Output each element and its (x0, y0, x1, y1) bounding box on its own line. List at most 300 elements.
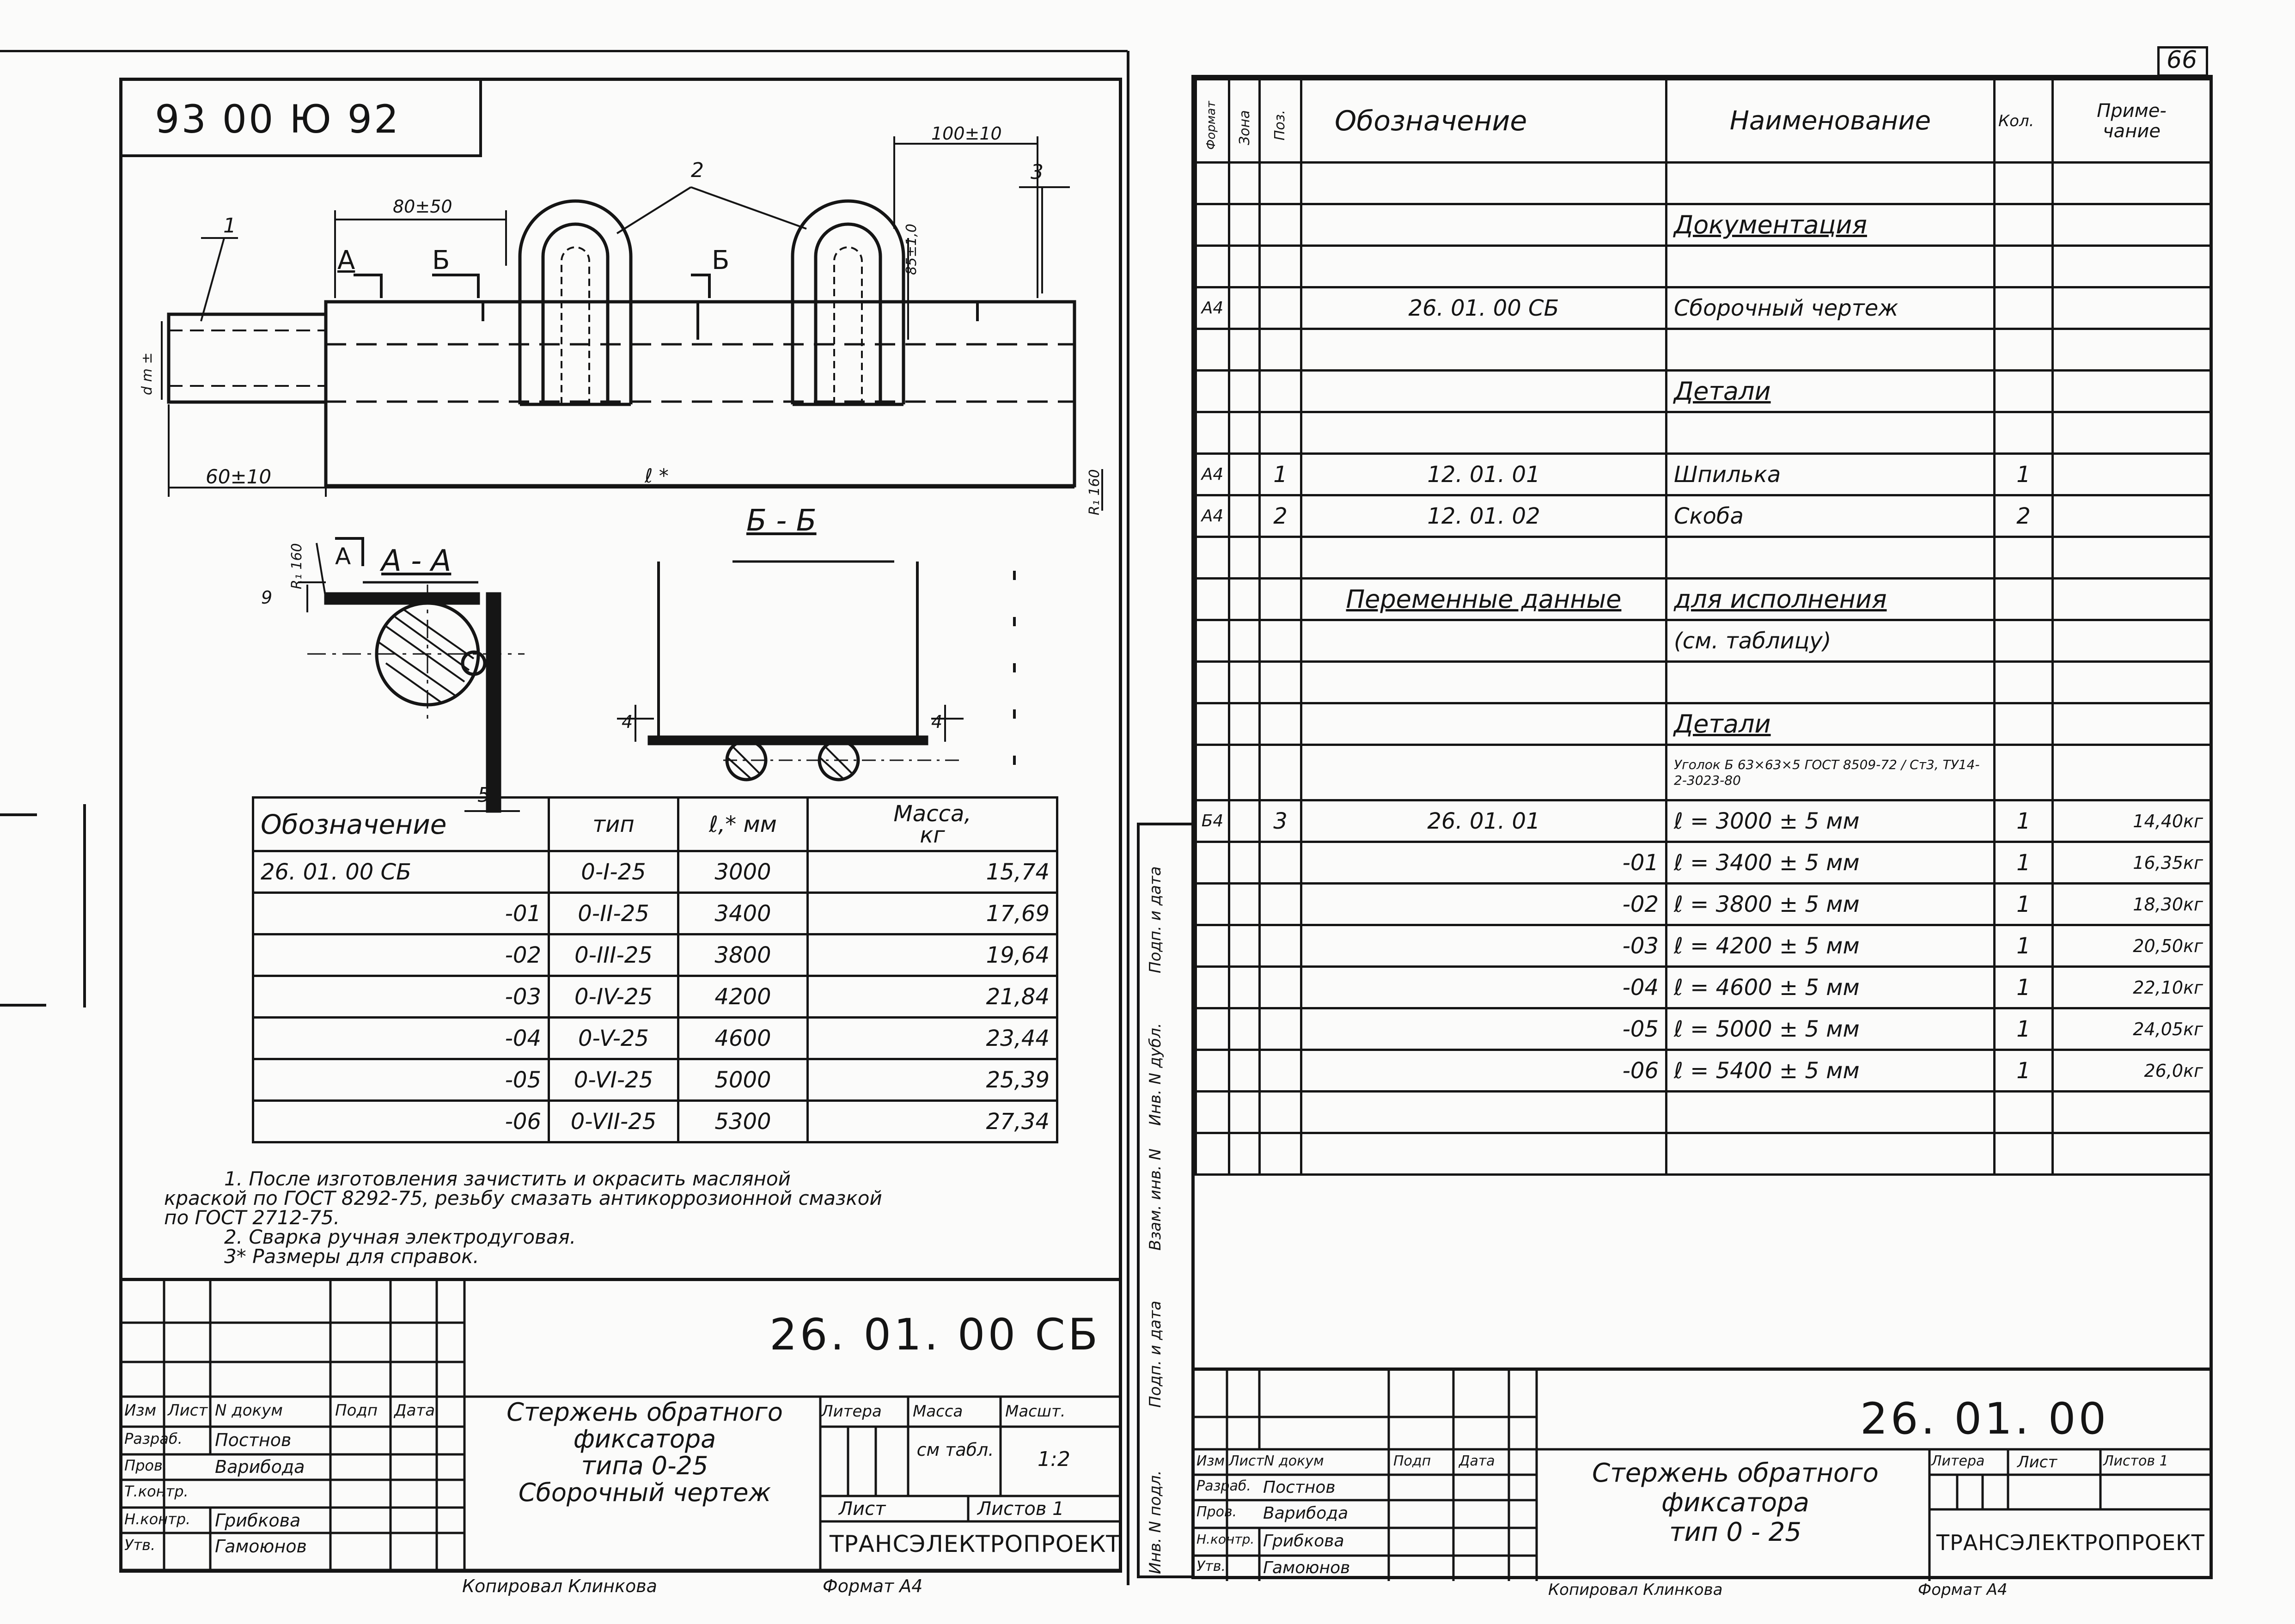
spec-zone (1229, 579, 1260, 620)
spec-note: 20,50кг (2053, 925, 2211, 967)
spec-qty (1995, 745, 2053, 800)
spec-qty: 1 (1995, 967, 2053, 1008)
right-role-2: Пров. (1196, 1504, 1237, 1520)
spec-designation (1301, 745, 1666, 800)
left-massa-label: Масса (913, 1402, 963, 1421)
spec-note (2053, 620, 2211, 662)
spec-name: Скоба (1666, 495, 1995, 537)
right-copied-by: Копировал Клинкова (1548, 1581, 1723, 1599)
spec-name (1666, 537, 1995, 579)
spec-name: ℓ = 4200 ± 5 мм (1666, 925, 1995, 967)
variant-designation: -06 (253, 1101, 549, 1142)
left-title-name-2: фиксатора (573, 1424, 716, 1453)
spec-note (2053, 371, 2211, 412)
spec-qty (1995, 537, 2053, 579)
spec-format (1196, 1092, 1229, 1133)
left-name-1: Постнов (215, 1430, 292, 1450)
right-name-1: Постнов (1263, 1478, 1336, 1497)
spec-zone (1229, 620, 1260, 662)
left-name-4: Грибкова (215, 1510, 301, 1531)
spec-row (1196, 662, 2211, 703)
left-scale-label: Масшт. (1005, 1402, 1066, 1421)
spec-designation (1301, 662, 1666, 703)
spec-zone (1229, 204, 1260, 246)
spec-row (1196, 1008, 2211, 1050)
left-format: Формат А4 (823, 1576, 923, 1596)
spec-name: ℓ = 3400 ± 5 мм (1666, 842, 1995, 884)
spec-qty: 2 (1995, 495, 2053, 537)
right-name-2: Варибода (1263, 1504, 1349, 1523)
spec-designation (1301, 537, 1666, 579)
left-title-code: 26. 01. 00 СБ (769, 1310, 1101, 1360)
dimension-9: 9 (261, 587, 273, 608)
spec-note (2053, 662, 2211, 703)
spec-note (2053, 329, 2211, 371)
right-specification-sheet (1191, 75, 2213, 1579)
left-listov-label: Листов 1 (977, 1498, 1064, 1520)
spec-qty: 1 (1995, 1008, 2053, 1050)
spec-note (2053, 412, 2211, 454)
right-sign-header-doc: N докум (1264, 1453, 1324, 1469)
spec-designation: -05 (1301, 1008, 1666, 1050)
right-sign-header-list: Лист (1229, 1453, 1264, 1469)
spec-zone (1229, 495, 1260, 537)
spec-qty (1995, 371, 2053, 412)
spec-name (1666, 246, 1995, 287)
spec-row (1196, 412, 2211, 454)
spec-designation: 12. 01. 01 (1301, 454, 1666, 495)
spec-zone (1229, 163, 1260, 204)
spec-row (1196, 745, 2211, 800)
spec-zone (1229, 662, 1260, 703)
left-name-2: Варибода (215, 1457, 305, 1477)
spec-pos: 2 (1260, 495, 1301, 537)
variant-mass: 23,44 (808, 1018, 1057, 1059)
side-strip-5: Подп. и дата (1146, 866, 1165, 973)
variant-length: 3400 (678, 893, 808, 934)
spec-pos (1260, 662, 1301, 703)
spec-name: ℓ = 5400 ± 5 мм (1666, 1050, 1995, 1092)
spec-zone (1229, 329, 1260, 371)
top-rule (0, 50, 1128, 52)
left-litera-label: Литера (821, 1402, 882, 1421)
spec-format (1196, 925, 1229, 967)
spec-name: Уголок Б 63×63×5 ГОСТ 8509-72 / Ст3, ТУ14-2-3023-80 (1666, 745, 1995, 800)
spec-zone (1229, 246, 1260, 287)
note-line-3: по ГОСТ 2712-75. (164, 1206, 340, 1229)
spec-format (1196, 967, 1229, 1008)
note-line-5: 3* Размеры для справок. (224, 1245, 479, 1268)
spec-pos (1260, 579, 1301, 620)
spec-format (1196, 163, 1229, 204)
section-cut-b: Б (432, 245, 450, 275)
variant-table (252, 796, 1058, 1143)
spec-designation (1301, 246, 1666, 287)
left-role-3: Т.контр. (124, 1483, 189, 1500)
right-role-5: Утв. (1196, 1558, 1226, 1575)
variant-length: 5300 (678, 1101, 808, 1142)
spec-zone (1229, 1133, 1260, 1175)
spec-format (1196, 620, 1229, 662)
spec-designation: Переменные данные (1301, 579, 1666, 620)
spec-designation (1301, 371, 1666, 412)
variant-mass: 19,64 (808, 934, 1057, 976)
side-strip-1: Инв. N подл. (1146, 1470, 1165, 1574)
spec-qty (1995, 1092, 2053, 1133)
spec-designation: -03 (1301, 925, 1666, 967)
left-sign-header-sign: Подп (335, 1401, 378, 1420)
spec-designation (1301, 620, 1666, 662)
spec-header-designation: Обозначение (1301, 79, 1666, 163)
spec-note: 26,0кг (2053, 1050, 2211, 1092)
spec-qty: 1 (1995, 884, 2053, 925)
variant-header-length: ℓ,* мм (678, 798, 808, 851)
spec-pos (1260, 745, 1301, 800)
spec-format: Б4 (1196, 800, 1229, 842)
right-sign-header-date: Дата (1459, 1453, 1495, 1469)
spec-note (2053, 246, 2211, 287)
left-role-4: Н.контр. (124, 1510, 191, 1528)
right-side-strip (1137, 823, 1191, 1578)
right-list-label: Лист (2017, 1453, 2057, 1471)
spec-pos (1260, 246, 1301, 287)
right-title-block (1195, 1368, 2210, 1578)
spec-zone (1229, 925, 1260, 967)
spec-note (2053, 703, 2211, 745)
left-sign-header-date: Дата (394, 1401, 435, 1420)
spec-zone (1229, 371, 1260, 412)
section-title-aa: А - А (381, 544, 452, 578)
spec-row (1196, 329, 2211, 371)
spec-name (1666, 329, 1995, 371)
left-sign-header-doc: N докум (215, 1401, 283, 1420)
note-line-4: 2. Сварка ручная электродуговая. (224, 1226, 576, 1248)
right-name-4: Грибкова (1263, 1532, 1344, 1551)
dimension-4-right: 4 (931, 712, 943, 732)
spec-pos (1260, 163, 1301, 204)
variant-length: 4200 (678, 976, 808, 1018)
spec-pos (1260, 842, 1301, 884)
side-strip-3: Взам. инв. N (1146, 1148, 1165, 1251)
spec-qty (1995, 246, 2053, 287)
dimension-85: 85±1,0 (903, 223, 920, 275)
spec-row (1196, 495, 2211, 537)
spec-name: Детали (1666, 703, 1995, 745)
spec-format (1196, 329, 1229, 371)
spec-note (2053, 1133, 2211, 1175)
variant-header-mass (808, 798, 1057, 851)
spec-format (1196, 1050, 1229, 1092)
spec-designation (1301, 204, 1666, 246)
spec-pos (1260, 1133, 1301, 1175)
left-title-block (122, 1278, 1119, 1569)
spec-row (1196, 842, 2211, 884)
spec-note (2053, 204, 2211, 246)
spec-name: ℓ = 4600 ± 5 мм (1666, 967, 1995, 1008)
position-1: 1 (223, 214, 236, 238)
page-number: 66 (2167, 46, 2197, 74)
variant-type: 0-II-25 (549, 893, 678, 934)
spec-designation: -02 (1301, 884, 1666, 925)
spec-row (1196, 925, 2211, 967)
sheet-divider (1127, 51, 1129, 1585)
spec-qty (1995, 703, 2053, 745)
variant-mass: 21,84 (808, 976, 1057, 1018)
spec-pos (1260, 1092, 1301, 1133)
spec-zone (1229, 967, 1260, 1008)
spec-note: 24,05кг (2053, 1008, 2211, 1050)
left-title-name-4: Сборочный чертеж (518, 1478, 771, 1507)
spec-qty (1995, 662, 2053, 703)
spec-pos (1260, 1050, 1301, 1092)
variant-mass: 25,39 (808, 1059, 1057, 1101)
variant-row (253, 934, 1057, 976)
spec-qty (1995, 579, 2053, 620)
spec-format (1196, 412, 1229, 454)
spec-format: А4 (1196, 454, 1229, 495)
right-title-name-2: фиксатора (1661, 1488, 1809, 1518)
spec-zone (1229, 454, 1260, 495)
variant-mass: 27,34 (808, 1101, 1057, 1142)
spec-note (2053, 1092, 2211, 1133)
spec-qty (1995, 412, 2053, 454)
spec-row (1196, 703, 2211, 745)
right-role-4: Н.контр. (1196, 1532, 1255, 1547)
variant-type: 0-V-25 (549, 1018, 678, 1059)
spec-zone (1229, 412, 1260, 454)
spec-name: Документация (1666, 204, 1995, 246)
spec-pos (1260, 287, 1301, 329)
dimension-length: ℓ * (645, 464, 669, 487)
spec-zone (1229, 287, 1260, 329)
spec-zone (1229, 884, 1260, 925)
section-title-bb: Б - Б (746, 504, 817, 538)
spec-designation: -04 (1301, 967, 1666, 1008)
spec-name: ℓ = 3800 ± 5 мм (1666, 884, 1995, 925)
variant-designation: -04 (253, 1018, 549, 1059)
spec-name: ℓ = 3000 ± 5 мм (1666, 800, 1995, 842)
spec-name (1666, 1092, 1995, 1133)
spec-note (2053, 454, 2211, 495)
spec-format: А4 (1196, 495, 1229, 537)
variant-designation: -05 (253, 1059, 549, 1101)
right-title-name-1: Стержень обратного (1592, 1458, 1879, 1488)
spec-zone (1229, 745, 1260, 800)
spec-format (1196, 1133, 1229, 1175)
spec-format: А4 (1196, 287, 1229, 329)
left-list-label: Лист (839, 1498, 886, 1520)
spec-qty: 1 (1995, 842, 2053, 884)
variant-length: 4600 (678, 1018, 808, 1059)
spec-format (1196, 884, 1229, 925)
left-title-name-1: Стержень обратного (507, 1398, 783, 1427)
dimension-60: 60±10 (206, 465, 272, 488)
side-strip-4: Инв. N дубл. (1146, 1023, 1165, 1126)
spec-note: 22,10кг (2053, 967, 2211, 1008)
section-cut-a-small: А (335, 543, 351, 570)
edge-fragment-line (0, 813, 37, 816)
spec-pos (1260, 884, 1301, 925)
spec-designation (1301, 412, 1666, 454)
variant-mass: 17,69 (808, 893, 1057, 934)
position-2: 2 (691, 159, 704, 182)
spec-format (1196, 662, 1229, 703)
spec-pos (1260, 204, 1301, 246)
spec-pos (1260, 537, 1301, 579)
spec-qty (1995, 1133, 2053, 1175)
right-title-name (1546, 1459, 1925, 1547)
variant-row (253, 1101, 1057, 1142)
variant-type: 0-I-25 (549, 851, 678, 893)
left-sign-header-izm: Изм (124, 1401, 157, 1420)
spec-qty: 1 (1995, 454, 2053, 495)
spec-name: Шпилька (1666, 454, 1995, 495)
dimension-r160-left: R₁ 160 (289, 543, 305, 589)
spec-note (2053, 287, 2211, 329)
dimension-d: d m ± (139, 352, 155, 395)
right-sign-header-sign: Подп (1393, 1453, 1431, 1469)
spec-zone (1229, 1050, 1260, 1092)
spec-name (1666, 412, 1995, 454)
variant-length: 3800 (678, 934, 808, 976)
spec-pos: 3 (1260, 800, 1301, 842)
variant-designation: -03 (253, 976, 549, 1018)
spec-qty (1995, 620, 2053, 662)
spec-format (1196, 1008, 1229, 1050)
right-role-1: Разраб. (1196, 1478, 1251, 1494)
spec-header-format-text: Формат (1204, 101, 1218, 150)
left-role-1: Разраб. (124, 1430, 183, 1447)
spec-zone (1229, 537, 1260, 579)
spec-pos (1260, 967, 1301, 1008)
right-sign-header-izm: Изм (1196, 1453, 1225, 1469)
right-litera-label: Литера (1931, 1453, 1985, 1469)
left-sign-header-list: Лист (168, 1401, 208, 1420)
spec-format (1196, 537, 1229, 579)
spec-header-zone (1229, 79, 1260, 163)
specification-table (1195, 78, 2212, 1176)
spec-format (1196, 204, 1229, 246)
spec-note (2053, 537, 2211, 579)
dimension-5: 5 (477, 783, 490, 807)
variant-header-type: тип (549, 798, 678, 851)
spec-row (1196, 246, 2211, 287)
spec-note (2053, 745, 2211, 800)
spec-note (2053, 495, 2211, 537)
spec-header-note-line1: Приме- (2097, 100, 2167, 122)
spec-row (1196, 1050, 2211, 1092)
spec-designation: 12. 01. 02 (1301, 495, 1666, 537)
variant-header-mass-line2: кг (920, 822, 945, 848)
spec-pos (1260, 1008, 1301, 1050)
notes (164, 1169, 882, 1266)
left-drawing-sheet (119, 78, 1122, 1573)
spec-row (1196, 204, 2211, 246)
variant-row (253, 1018, 1057, 1059)
archive-stamp: 93 00 Ю 92 (155, 97, 401, 142)
variant-row (253, 1059, 1057, 1101)
spec-format (1196, 703, 1229, 745)
dimension-80: 80±50 (393, 196, 452, 217)
spec-header-note (2053, 79, 2211, 163)
right-name-5: Гамоюнов (1263, 1558, 1350, 1577)
edge-fragment-line (0, 1004, 46, 1007)
right-title-name-3: тип 0 - 25 (1669, 1517, 1802, 1547)
left-name-5: Гамоюнов (215, 1536, 307, 1557)
spec-row (1196, 1092, 2211, 1133)
spec-pos (1260, 925, 1301, 967)
spec-name (1666, 163, 1995, 204)
spec-note (2053, 579, 2211, 620)
spec-qty (1995, 163, 2053, 204)
section-cut-b-right: Б (712, 245, 730, 275)
spec-row (1196, 454, 2211, 495)
left-org-name: ТРАНСЭЛЕКТРОПРОЕКТ (830, 1531, 1121, 1557)
variant-row (253, 851, 1057, 893)
spec-note (2053, 163, 2211, 204)
right-title-code: 26. 01. 00 (1860, 1394, 2109, 1444)
spec-header-note-line2: чание (2103, 120, 2161, 142)
note-line-1: 1. После изготовления зачистить и окрасить масляной (224, 1167, 791, 1190)
spec-format (1196, 246, 1229, 287)
spec-header-pos (1260, 79, 1301, 163)
spec-qty (1995, 287, 2053, 329)
spec-designation: 26. 01. 00 СБ (1301, 287, 1666, 329)
left-title-name-3: типа 0-25 (581, 1451, 708, 1480)
spec-name: (см. таблицу) (1666, 620, 1995, 662)
spec-row (1196, 163, 2211, 204)
spec-header-qty: Кол. (1995, 79, 2053, 163)
dimension-4-left: 4 (622, 712, 633, 732)
spec-pos (1260, 703, 1301, 745)
note-line-2: краской по ГОСТ 8292-75, резьбу смазать антикоррозионной смазкой (164, 1187, 882, 1209)
spec-note: 14,40кг (2053, 800, 2211, 842)
spec-name: для исполнения (1666, 579, 1995, 620)
spec-pos: 1 (1260, 454, 1301, 495)
spec-name: Сборочный чертеж (1666, 287, 1995, 329)
right-listov-label: Листов 1 (2103, 1453, 2168, 1469)
spec-header-format (1196, 79, 1229, 163)
spec-row (1196, 620, 2211, 662)
variant-header-designation: Обозначение (253, 798, 549, 851)
spec-row (1196, 579, 2211, 620)
spec-zone (1229, 800, 1260, 842)
spec-row (1196, 967, 2211, 1008)
spec-format (1196, 579, 1229, 620)
spec-designation: -01 (1301, 842, 1666, 884)
spec-format (1196, 371, 1229, 412)
spec-qty (1995, 204, 2053, 246)
dimension-r160-right: R₁ 160 (1086, 469, 1103, 515)
spec-pos (1260, 371, 1301, 412)
spec-qty: 1 (1995, 925, 2053, 967)
spec-row (1196, 884, 2211, 925)
left-title-name (474, 1399, 816, 1506)
spec-header-pos-text: Поз. (1272, 110, 1288, 140)
spec-qty: 1 (1995, 800, 2053, 842)
spec-zone (1229, 1008, 1260, 1050)
spec-zone (1229, 842, 1260, 884)
edge-fragment-line (83, 804, 86, 1007)
spec-format (1196, 842, 1229, 884)
left-copied-by: Копировал Клинкова (462, 1576, 657, 1596)
variant-type: 0-III-25 (549, 934, 678, 976)
spec-row (1196, 537, 2211, 579)
spec-row (1196, 1133, 2211, 1175)
spec-pos (1260, 620, 1301, 662)
variant-designation: -01 (253, 893, 549, 934)
spec-note: 18,30кг (2053, 884, 2211, 925)
